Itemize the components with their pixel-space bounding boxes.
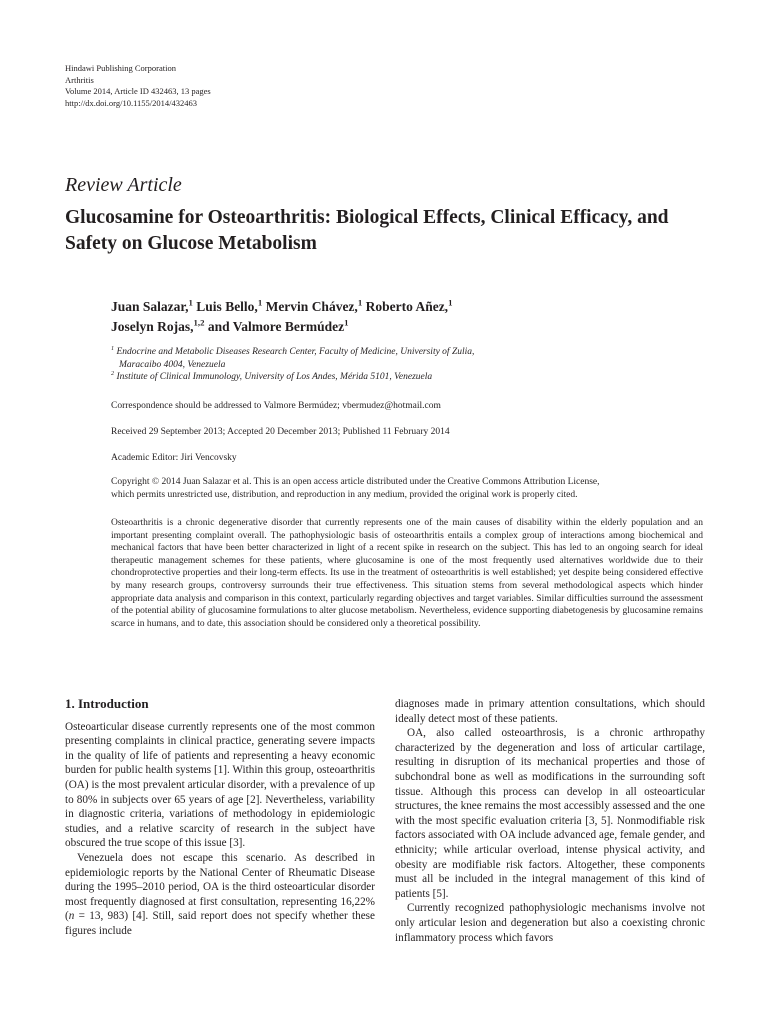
paragraph: Venezuela does not escape this scenario. As described in epidemiologic reports by the National Center of Rheumatic Disease during the 1995–2010 period, OA is the third osteoarticular disorder most frequently diagnosed at first consultation, representing 16,22% (n = 13, 983) [4]. Still, said report does not specify whether these figures include (65, 851, 375, 937)
volume-info: Volume 2014, Article ID 432463, 13 pages (65, 86, 211, 96)
affil-number: 2 (111, 370, 115, 377)
affiliations (111, 346, 671, 384)
copyright-line: which permits unrestricted use, distribution, and reproduction in any medium, provided the original work is properly cited. (111, 489, 578, 500)
publisher-name: Hindawi Publishing Corporation (65, 63, 176, 73)
article-dates: Received 29 September 2013; Accepted 20 December 2013; Published 11 February 2014 (111, 427, 450, 437)
paragraph: OA, also called osteoarthrosis, is a chronic arthropathy characterized by the degeneration and loss of articular cartilage, resulting in disruption of its mechanical properties and those of subchondral bone as well as modifications in the surrounding soft tissue. Although this process can develop in all osteoarticular structures, the knee remains the most accessibly assessed and the one with the most specific evaluation criteria [3, 5]. Nonmodifiable risk factors associated with OA include advanced age, female gender, and ethnicity; while articular overload, intense physical activity, and obesity are modifiable risk factors. Altogether, these components must all be included in the integral management of this kind of patients [5]. (395, 727, 705, 900)
article-type: Review Article (65, 174, 182, 196)
author: Mervin Chávez, (265, 299, 358, 314)
column-left (65, 697, 375, 939)
affil-number: 1 (111, 345, 115, 352)
author-affil-mark: 1 (448, 297, 453, 308)
paragraph: diagnoses made in primary attention consultations, which should ideally detect most of these patients. (395, 698, 705, 725)
copyright-notice (111, 476, 711, 501)
abstract: Osteoarthritis is a chronic degenerative disorder that currently represents one of the main causes of disability within the elderly population and an important presenting complaint overall. The pathophysiologic basis of osteoarthritis entails a complex group of interactions among biochemical and mechanical factors that have been better characterized in light of a recent spike in research on the subject. This has led to an ongoing search for ideal therapeutic management schemes for these patients, where glucosamine is one of the most frequently used alternatives worldwide due to their chondroprotective properties and their long-term effects. Its use in the treatment of osteoarthritis is well established; yet despite being considered effective by many research groups, controversy surrounds their true effectiveness. This situation stems from several methodological aspects which hinder appropriate data analysis and comparison in this context, particularly regarding objectives and target variables. Similar difficulties surround the assessment of the potential ability of glucosamine formulations to alter glucose metabolism. Nevertheless, evidence supporting diabetogenesis by glucosamine remains scarce in humans, and to date, this association should be considered only a theoretical possibility. (111, 518, 703, 629)
author: Luis Bello, (196, 299, 258, 314)
author: Roberto Añez, (365, 299, 449, 314)
doi-link[interactable]: http://dx.doi.org/10.1155/2014/432463 (65, 97, 197, 108)
author-affil-mark: 1 (357, 297, 363, 308)
academic-editor: Academic Editor: Jiri Vencovsky (111, 453, 237, 463)
article-title: Glucosamine for Osteoarthritis: Biological Effects, Clinical Efficacy, and Safety on Glucose Metabolism (65, 207, 669, 254)
author-affil-mark: 1 (257, 297, 263, 308)
journal-header (65, 63, 211, 109)
correspondence: Correspondence should be addressed to Valmore Bermúdez; vbermudez@hotmail.com (111, 401, 441, 411)
journal-name: Arthritis (65, 74, 94, 85)
section-heading: 1. Introduction (65, 696, 149, 711)
column-right (395, 697, 705, 945)
affiliation-2: Institute of Clinical Immunology, University of Los Andes, Mérida 5101, Venezuela (116, 372, 433, 382)
copyright-line: Copyright © 2014 Juan Salazar et al. This is an open access article distributed under the Creative Commons Attribution License, (111, 477, 600, 487)
author: Juan Salazar, (111, 299, 189, 314)
author-affil-mark: 1 (344, 317, 349, 328)
author-affil-mark: 1,2 (193, 317, 205, 328)
paragraph: Currently recognized pathophysiologic mechanisms involve not only articular lesion and degeneration but also a coexisting chronic inflammatory process which favors (395, 902, 705, 944)
author-list (111, 297, 671, 337)
paragraph: Osteoarticular disease currently represents one of the most common presenting complaints in clinical practice, generating severe impacts in the quality of life of patients and representing a heavy economic burden for public health systems [1]. Within this group, osteoarthritis (OA) is the most prevalent articular disorder, with a prevalence of up to 80% in subjects over 65 years of age [2]. Nevertheless, variability in diagnostic criteria, variations of methodology in epidemiologic studies, and a relative scarcity of research in the subject have obscured the true scope of this issue [3]. (65, 720, 375, 850)
affiliation-1-cont: Maracaibo 4004, Venezuela (119, 359, 226, 370)
author: and Valmore Bermúdez (207, 319, 345, 334)
affiliation-1: Endocrine and Metabolic Diseases Research Center, Faculty of Medicine, University of Zulia, (116, 347, 475, 357)
author-affil-mark: 1 (188, 297, 193, 308)
author: Joselyn Rojas, (111, 319, 194, 334)
